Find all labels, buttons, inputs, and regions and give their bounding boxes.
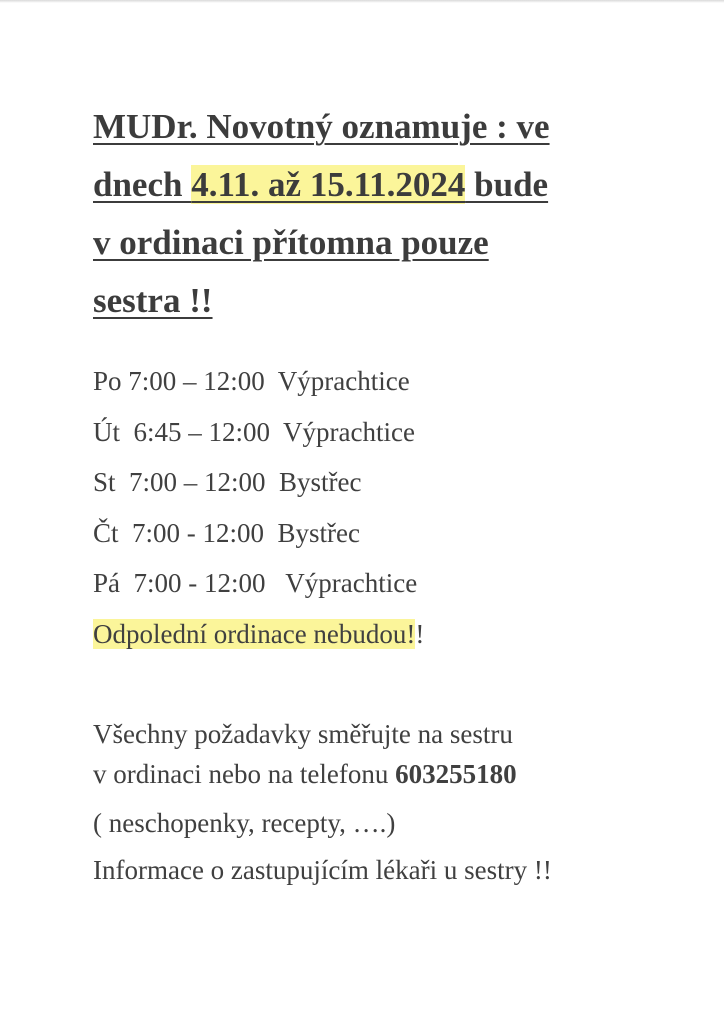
headline-dates-highlight: 4.11. až 15.11.2024 xyxy=(191,165,466,204)
scan-edge xyxy=(0,0,724,3)
requests-line: Všechny požadavky směřujte na sestru xyxy=(93,719,513,749)
contact-information xyxy=(93,714,693,890)
headline-line-4: sestra !! xyxy=(93,281,213,320)
schedule-row-monday: Po 7:00 – 12:00 Výprachtice xyxy=(93,366,410,396)
schedule-row-friday: Pá 7:00 - 12:00 Výprachtice xyxy=(93,568,418,598)
phone-line xyxy=(93,754,693,794)
afternoon-closed-tail: ! xyxy=(415,618,425,649)
headline-dates-suffix: bude xyxy=(465,165,549,204)
headline-line-1: MUDr. Novotný oznamuje : ve xyxy=(93,107,550,146)
schedule-row-thursday: Čt 7:00 - 12:00 Bystřec xyxy=(93,517,360,548)
substitute-doctor-line: Informace o zastupujícím lékaři u sestry !! xyxy=(93,855,552,885)
examples-line: ( neschopenky, recepty, ….) xyxy=(93,808,396,838)
schedule-row-tuesday: Út 6:45 – 12:00 Výprachtice xyxy=(93,416,415,447)
schedule-row-wednesday: St 7:00 – 12:00 Bystřec xyxy=(93,467,362,497)
phone-number: 603255180 xyxy=(395,759,517,789)
afternoon-closed-highlight: Odpolední ordinace nebudou! xyxy=(93,618,416,649)
announcement-headline xyxy=(93,98,653,330)
afternoon-closed-note xyxy=(93,609,653,660)
headline-dates-prefix: dnech xyxy=(93,165,192,204)
office-hours-schedule xyxy=(93,356,653,659)
phone-line-prefix: v ordinaci nebo na telefonu xyxy=(93,759,396,789)
headline-line-3: v ordinaci přítomna pouze xyxy=(93,223,489,262)
headline-line-2 xyxy=(93,156,653,214)
